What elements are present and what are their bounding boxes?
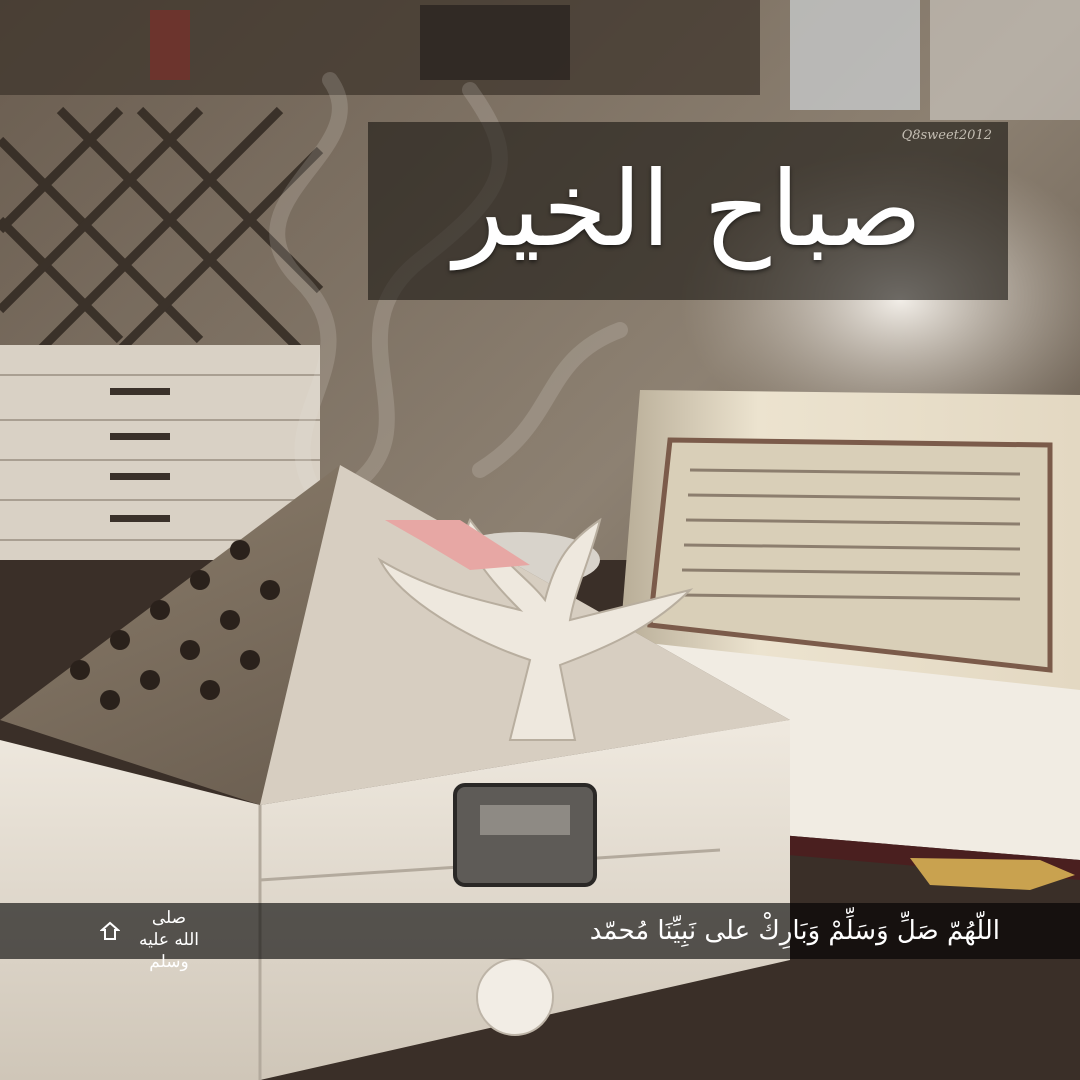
honorific-text: صلى الله عليه وسلم: [138, 908, 200, 972]
caption-text: اللّهُمّ صَلِّ وَسَلِّمْ وَبَارِكْ على نَبِيِّنَا مُحمّد: [589, 916, 1000, 946]
watermark: Q8sweet2012: [901, 128, 992, 143]
home-icon: [100, 921, 120, 945]
title-overlay: [368, 122, 1008, 300]
caption-bar: [0, 903, 1080, 972]
title-text: صباح الخير: [453, 148, 923, 270]
